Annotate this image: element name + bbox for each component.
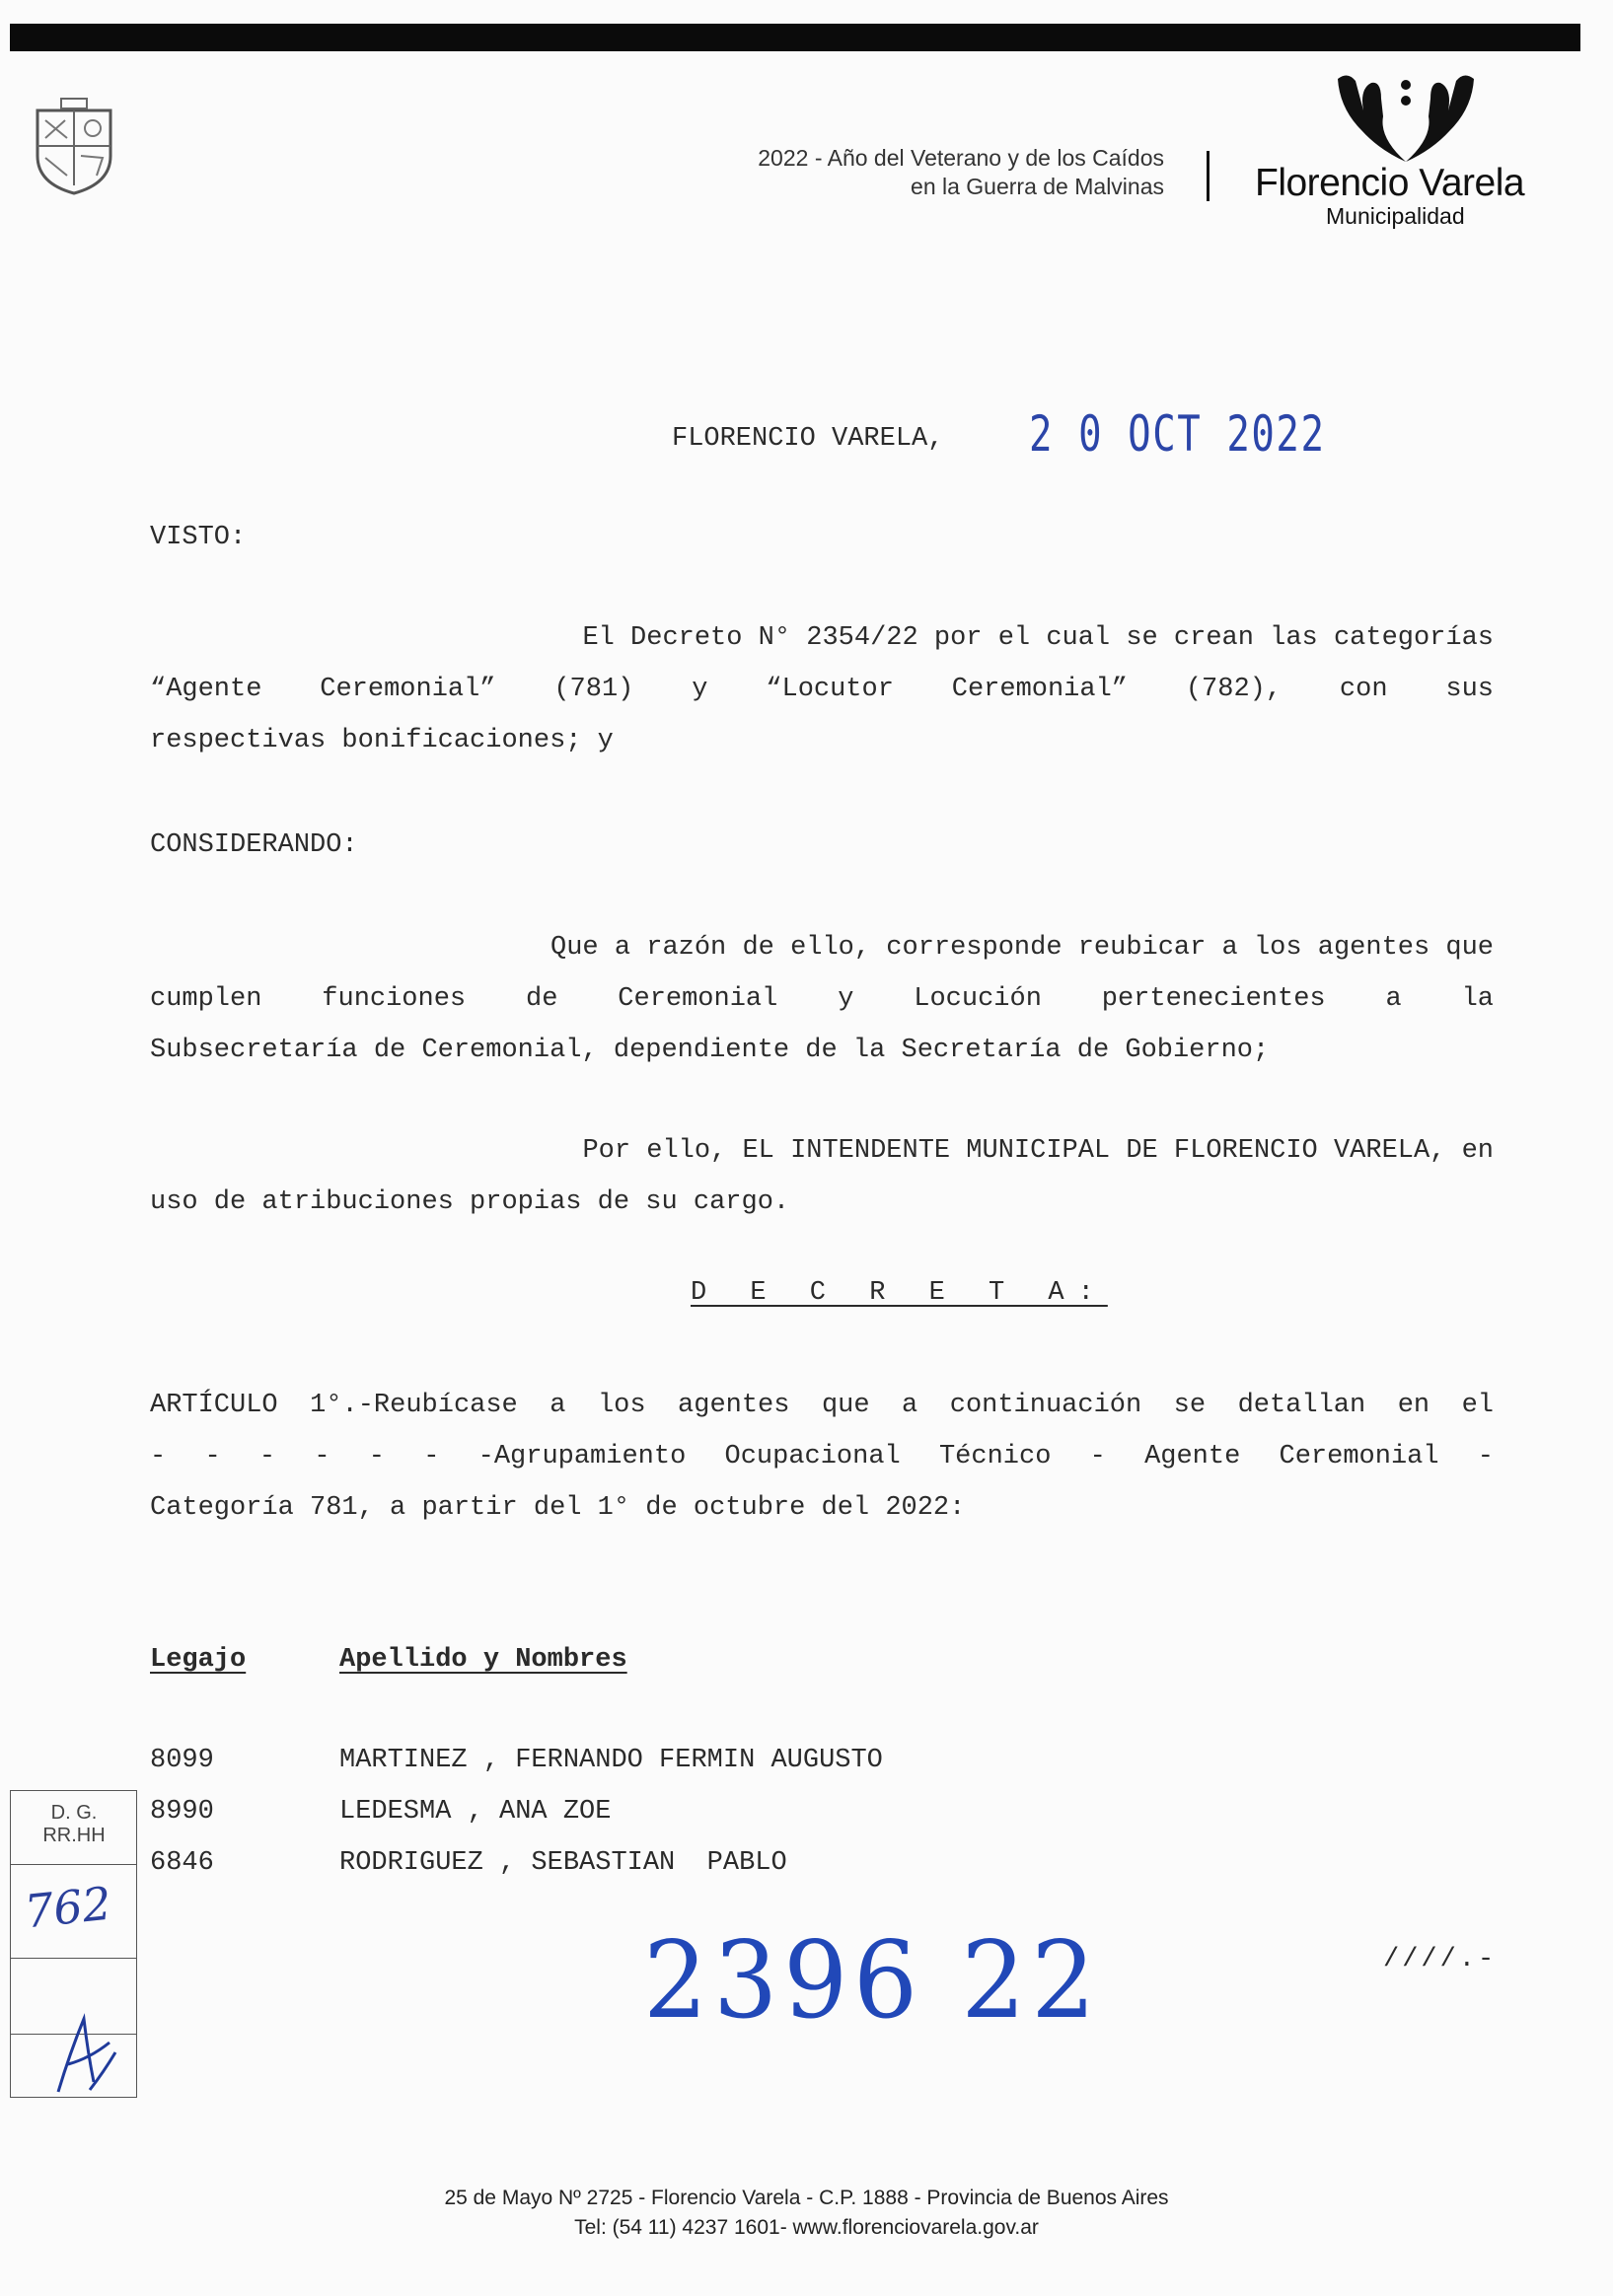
brand-subtitle: Municipalidad [1326, 203, 1465, 229]
considerando-p1-line-1: Que a razón de ello, corresponde reubicar a los agentes que [550, 933, 1494, 963]
motto-line-1: 2022 - Año del Veterano y de los Caídos [758, 145, 1164, 171]
table-row-legajo: 8099 [150, 1746, 214, 1775]
considerando-p1-line-2: cumplen funciones de Ceremonial y Locución pertenecientes a la [150, 984, 1494, 1014]
top-black-bar [10, 24, 1580, 51]
table-header-nombres: Apellido y Nombres [339, 1645, 627, 1675]
footer-contact: Tel: (54 11) 4237 1601- www.florenciovarela.gov.ar [574, 2216, 1039, 2239]
table-row-nombre: RODRIGUEZ , SEBASTIAN PABLO [339, 1848, 787, 1878]
florencio-varela-logo-icon [1334, 69, 1478, 164]
decreta-heading: D E C R E T A: [691, 1278, 1108, 1308]
visto-line-1: El Decreto N° 2354/22 por el cual se crean las categorías [582, 623, 1494, 653]
articulo-1-line-2: - - - - - - -Agrupamiento Ocupacional Técnico - Agente Ceremonial - [150, 1442, 1494, 1471]
stamp-label-line-2: RR.HH [42, 1825, 106, 1846]
rrhh-stamp-box [10, 1790, 137, 2098]
page-continuation-mark: ////.- [1383, 1945, 1498, 1974]
brand-name: Florencio Varela [1255, 162, 1525, 204]
decree-number-stamp: 2396 22 [643, 1919, 1102, 2043]
footer-address: 25 de Mayo Nº 2725 - Florencio Varela - C.P. 1888 - Provincia de Buenos Aires [444, 2187, 1169, 2209]
signature-initials [50, 2013, 119, 2098]
date-stamp: 2 0 OCT 2022 [1029, 405, 1326, 463]
header-separator [1207, 151, 1210, 201]
header-motto [651, 144, 1164, 201]
visto-line-2: “Agente Ceremonial” (781) y “Locutor Ceremonial” (782), con sus [150, 675, 1494, 704]
considerando-heading: CONSIDERANDO: [150, 830, 358, 860]
articulo-1-line-1: ARTÍCULO 1°.-Reubícase a los agentes que a continuación se detallan en el [150, 1391, 1494, 1420]
place-label: FLORENCIO VARELA, [672, 424, 944, 454]
visto-heading: VISTO: [150, 523, 247, 552]
municipal-crest-icon [32, 97, 116, 195]
articulo-1-line-3: Categoría 781, a partir del 1° de octubre del 2022: [150, 1493, 966, 1523]
considerando-p2-line-2: uso de atribuciones propias de su cargo. [150, 1187, 790, 1217]
considerando-p2-line-1: Por ello, EL INTENDENTE MUNICIPAL DE FLORENCIO VARELA, en [582, 1136, 1494, 1166]
table-row-legajo: 6846 [150, 1848, 214, 1878]
considerando-p1-line-3: Subsecretaría de Ceremonial, dependiente de la Secretaría de Gobierno; [150, 1036, 1270, 1065]
stamp-label-line-1: D. G. [50, 1802, 98, 1824]
stamp-label [21, 1802, 127, 1847]
handwritten-number: 762 [22, 1876, 114, 1939]
visto-line-3: respectivas bonificaciones; y [150, 726, 614, 755]
motto-line-2: en la Guerra de Malvinas [911, 174, 1164, 199]
table-row-nombre: LEDESMA , ANA ZOE [339, 1797, 612, 1827]
table-header-legajo: Legajo [150, 1645, 247, 1675]
table-row-legajo: 8990 [150, 1797, 214, 1827]
table-row-nombre: MARTINEZ , FERNANDO FERMIN AUGUSTO [339, 1746, 883, 1775]
